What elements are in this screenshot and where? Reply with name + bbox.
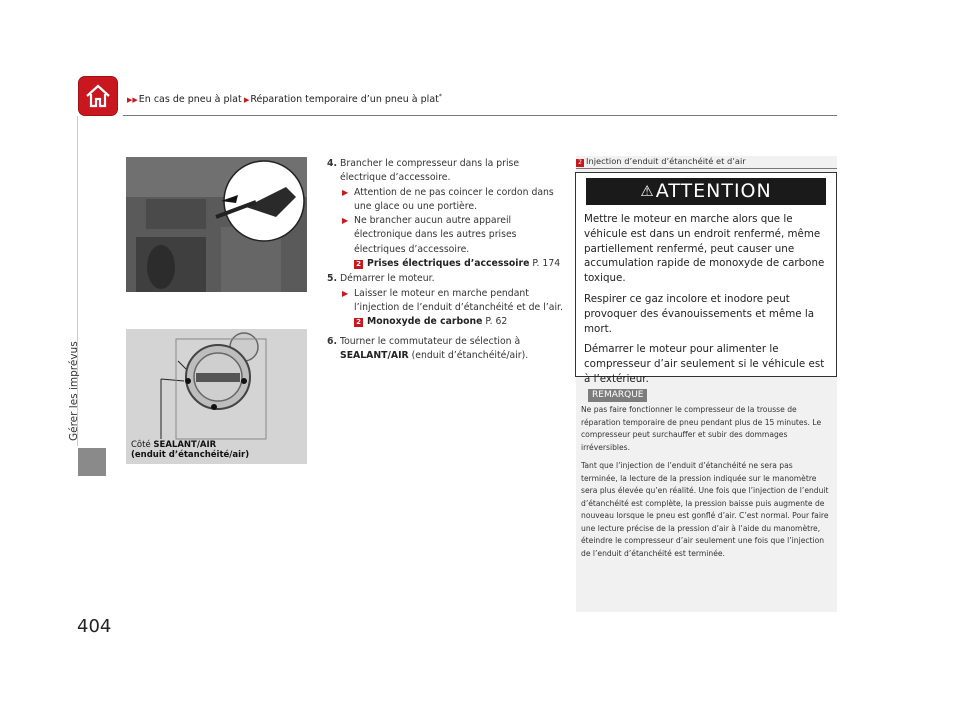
xref-page: P. 62 [485,316,508,328]
warning-box [575,172,837,385]
triangle-bullet-icon: ▶ [342,288,349,298]
side-panel-divider [576,168,837,169]
step-5 [327,272,567,329]
step-text: Brancher le compresseur dans la prise électrique d’accessoire. [340,158,520,184]
cross-reference-link[interactable] [340,315,567,329]
breadcrumb-link-flat-tire[interactable]: En cas de pneu à plat [138,94,242,106]
step-text: Démarrer le moteur. [340,273,435,285]
triangle-bullet-icon: ▶ [342,216,349,226]
side-panel-heading [576,156,746,167]
asterisk-mark: * [438,93,442,100]
chapter-tab-label: Gérer les imprévus [68,341,80,441]
warning-paragraph: Démarrer le moteur pour alimenter le compresseur d’air seulement si le véhicule est à l’extérieur. [584,343,825,385]
remarque-badge: REMARQUE [588,389,647,402]
caption-prefix: Côté [131,440,151,450]
xref-title: Monoxyde de carbone [367,316,483,328]
xref-icon: 2 [354,318,363,327]
warning-paragraph: Mettre le moteur en marche alors que le véhicule est dans un endroit renfermé, même partiellement renfermé, peut causer une accumulation rapide de monoxyde de carbone toxique. [584,213,825,285]
caption-bold: SEALANT/AIR [153,440,217,450]
subpoint-text: Laisser le moteur en marche pendant l’injection de l’enduit d’étanchéité et de l’air. [354,287,563,313]
warning-triangle-icon: ⚠ [640,182,655,200]
arrow-icon: ▶▶ [127,96,138,105]
step-number: 4. [327,158,338,169]
header-divider [123,115,837,116]
photo-accessory-socket [126,157,307,292]
house-icon [84,82,112,110]
step-text: Tourner le commutateur de sélection à [340,335,521,347]
step-number: 6. [327,335,338,347]
page-number: 404 [77,616,112,637]
chapter-marker [78,448,106,476]
photo-caption [131,440,249,460]
instruction-steps [327,157,567,364]
caption-line2: (enduit d’étanchéité/air) [131,450,250,460]
step-6 [327,335,567,364]
breadcrumb-current: Réparation temporaire d’un pneu à plat [250,94,439,106]
triangle-bullet-icon: ▶ [342,187,349,197]
arrow-icon: ▶ [241,96,250,105]
xref-page: P. 174 [532,258,561,270]
note-paragraph: Ne pas faire fonctionner le compresseur de la trousse de réparation temporaire de pneu pendant plus de 15 minutes. Le compresseur peut surchauffer et subir des dommages irréversibles. [581,405,822,452]
home-button[interactable] [79,77,117,115]
warning-title: ATTENTION [655,180,772,202]
warning-title-bar [586,178,826,205]
side-panel-heading-text: Injection d’enduit d’étanchéité et d’air [586,156,746,166]
subpoint-text: Ne brancher aucun autre appareil électronique dans les autres prises électriques d’accessoire. [354,215,517,255]
subpoint-text: Attention de ne pas coincer le cordon dans une glace ou une portière. [354,186,554,212]
xref-icon: 2 [354,260,363,269]
step-text-bold: SEALANT/AIR [340,349,409,361]
step-4 [327,157,567,271]
step-text: (enduit d’étanchéité/air). [411,349,529,361]
breadcrumb [127,93,442,105]
step-number: 5. [327,273,338,285]
xref-title: Prises électriques d’accessoire [367,258,530,270]
note-paragraph: Tant que l’injection de l’enduit d’étanchéité ne sera pas terminée, la lecture de la pression indiquée sur le manomètre sera plus élevée qu’en réalité. Une fois que l’injection de l’enduit d’étanchéité est complète, la pression baisse puis augmente de nouveau lorsque le pneu est gonflé d’air. C’est normal. Pour faire une lecture précise de la pression d’air à l’aide du manomètre, éteindre le compresseur d’air seulement une fois que l’injection de l’enduit d’étanchéité est terminée. [581,461,829,558]
cross-reference-link[interactable] [340,257,567,271]
warning-text [584,206,832,387]
warning-paragraph: Respirer ce gaz incolore et inodore peut provoquer des évanouissements et même la mort. [584,292,815,335]
step-subpoint [340,214,567,257]
step-subpoint [340,287,567,316]
note-text [581,404,831,560]
step-subpoint [340,186,567,215]
xref-icon: 2 [576,159,584,167]
